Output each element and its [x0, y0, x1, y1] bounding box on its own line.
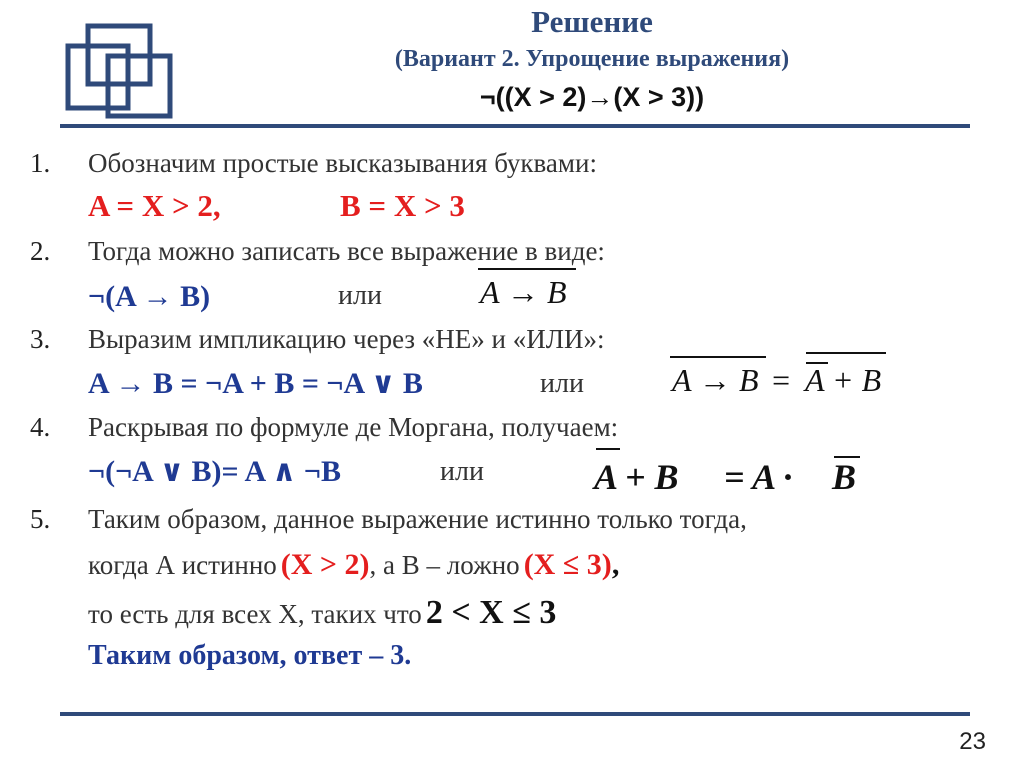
step-4-formula-right: B: [832, 457, 857, 497]
step-4-a-bar: [596, 448, 620, 450]
top-divider: [60, 124, 970, 128]
step-3-left-bar: [670, 356, 766, 358]
step-2-negation-bar: [478, 268, 576, 270]
step-2-text: Тогда можно записать все выражение в виде:: [88, 236, 605, 266]
step-1-a-definition: A = X > 2,: [88, 188, 221, 223]
answer-text: Таким образом, ответ – 3.: [88, 640, 412, 671]
step-4-formula-left: A + B: [594, 457, 679, 497]
step-2-expression: ¬(A → B): [88, 280, 211, 313]
step-5-condition-a: (X > 2): [280, 548, 370, 581]
step-3-number: 3.: [30, 324, 51, 354]
step-3-formula-left: A → B: [672, 362, 759, 398]
page-title: Решение: [531, 4, 653, 39]
step-5-line3-a: то есть для всех X, таких что: [88, 599, 422, 629]
bottom-divider: [60, 712, 970, 716]
step-4-expression: ¬(¬A ∨ B)= A ∧ ¬B: [88, 455, 341, 488]
step-5-line3: [88, 594, 556, 632]
step-5-line1: Таким образом, данное выражение истинно только тогда,: [88, 504, 747, 534]
step-1-b-definition: B = X > 3: [340, 188, 465, 223]
step-5-line2: [88, 548, 619, 582]
step-1-text: Обозначим простые высказывания буквами:: [88, 148, 597, 178]
step-5-range: 2 < X ≤ 3: [425, 594, 557, 631]
step-4-formula-eq: = A ·: [724, 457, 793, 497]
step-2-or: или: [338, 280, 382, 311]
step-1-number: 1.: [30, 148, 51, 178]
step-5-condition-b: (X ≤ 3): [523, 548, 612, 581]
step-4-text: Раскрывая по формуле де Моргана, получаем:: [88, 412, 619, 442]
step-3-formula-right: A + B: [805, 362, 882, 398]
step-2-formula: A → B: [480, 274, 567, 310]
step-5-number: 5.: [30, 504, 51, 534]
page-subtitle: (Вариант 2. Упрощение выражения): [394, 46, 790, 72]
step-4-number: 4.: [30, 412, 51, 442]
step-3-text: Выразим импликацию через «НЕ» и «ИЛИ»:: [88, 324, 605, 354]
step-3-or: или: [540, 368, 584, 399]
step-4-or: или: [440, 456, 484, 487]
step-3-expression: A → B = ¬A + B = ¬A ∨ B: [88, 367, 423, 400]
step-3-right-bar: [806, 352, 886, 354]
step-5-line2-a: когда А истинно: [88, 550, 277, 580]
step-2-number: 2.: [30, 236, 51, 266]
task-expression: ¬((X > 2)→(X > 3)): [479, 82, 705, 112]
step-5-line2-e: ,: [611, 548, 620, 581]
step-5-line2-c: , а В – ложно: [369, 550, 520, 580]
page-number: 23: [959, 728, 986, 755]
step-3-formula-eq: =: [770, 362, 792, 398]
